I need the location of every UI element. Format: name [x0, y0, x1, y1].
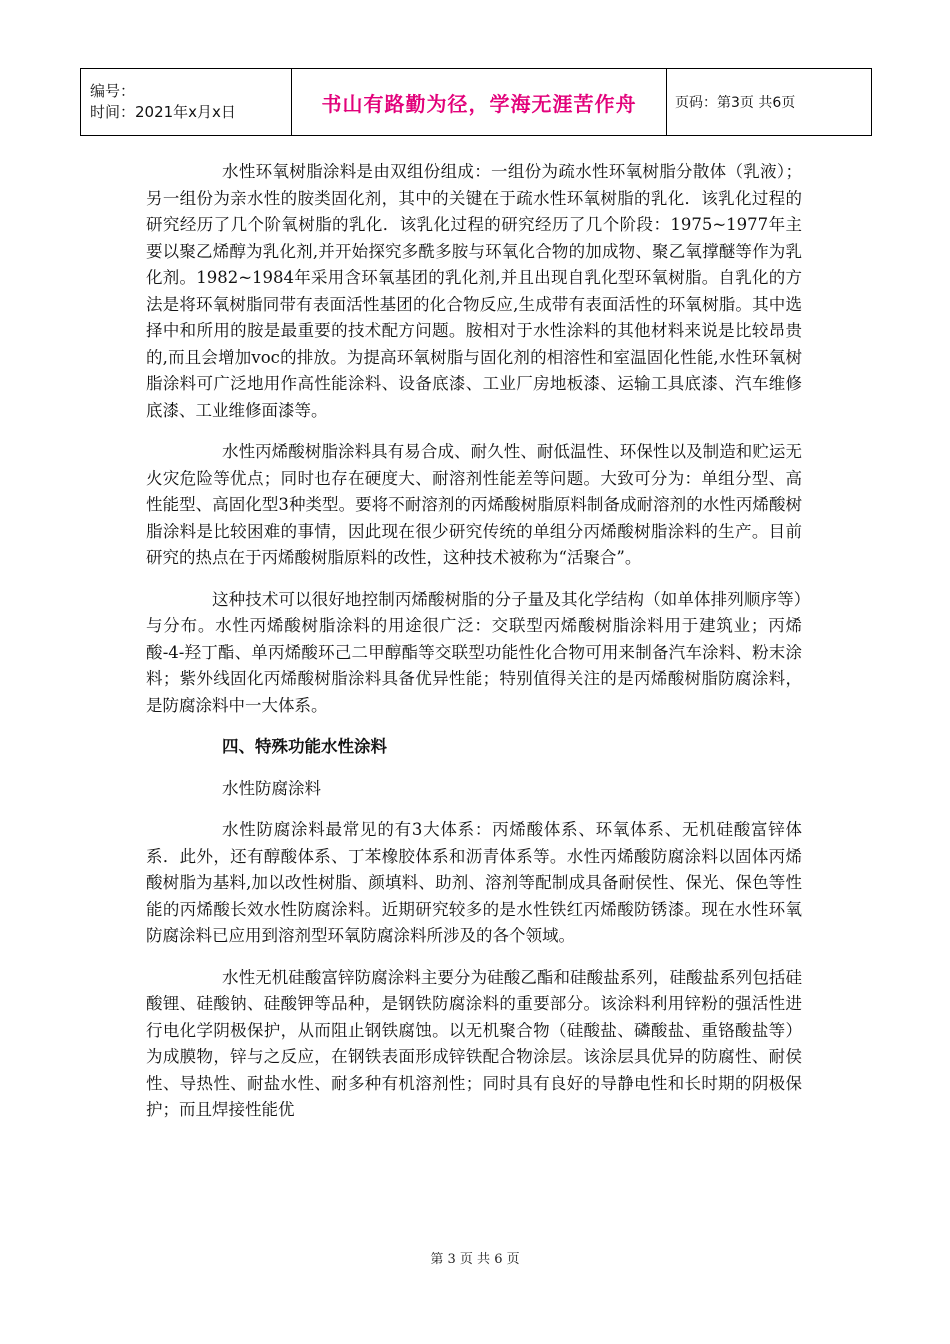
time-label: 时间：2021年x月x日	[90, 103, 236, 121]
section-heading: 四、特殊功能水性涂料	[222, 737, 387, 756]
header-meta	[81, 69, 292, 136]
paragraph-zinc-silicate: 水性无机硅酸富锌防腐涂料主要分为硅酸乙酯和硅酸盐系列，硅酸盐系列包括硅酸锂、硅酸钠、硅酸钾等品种，是钢铁防腐涂料的重要部分。该涂料利用锌粉的强活性进行电化学阴极保护，从而阻止钢铁腐蚀。以无机聚合物（硅酸盐、磷酸盐、重铬酸盐等）为成膜物，锌与之反应，在钢铁表面形成锌铁配合物涂层。该涂层具优异的防腐性、耐侯性、导热性、耐盐水性、耐多种有机溶剂性；同时具有良好的导静电性和长时期的阴极保护；而且焊接性能优	[146, 967, 802, 1119]
subheading: 水性防腐涂料	[222, 778, 321, 798]
motto: 书山有路勤为径，学海无涯苦作舟	[292, 69, 667, 136]
paragraph-acrylic: 水性丙烯酸树脂涂料具有易合成、耐久性、耐低温性、环保性以及制造和贮运无火灾危险等优点；同时也存在硬度大、耐溶剂性能差等问题。大致可分为：单组分型、高性能型、高固化型3种类型。要将不耐溶剂的丙烯酸树脂原料制备成耐溶剂的水性丙烯酸树脂涂料是比较困难的事情，因此现在很少研究传统的单组分丙烯酸树脂涂料的生产。目前研究的热点在于丙烯酸树脂原料的改性，这种技术被称为“活聚合”。	[146, 442, 802, 567]
document-body	[146, 159, 802, 1124]
page-footer: 第 3 页 共 6 页	[430, 1252, 520, 1267]
number-label: 编号：	[90, 82, 136, 100]
page-label: 页码：第3页 共6页	[667, 69, 872, 136]
paragraph-acrylic-uses: 这种技术可以很好地控制丙烯酸树脂的分子量及其化学结构（如单体排列顺序等）与分布。水性丙烯酸树脂涂料的用途很广泛：交联型丙烯酸树脂涂料用于建筑业；丙烯酸-4-羟丁酯、单丙烯酸环己二甲醇酯等交联型功能性化合物可用来制备汽车涂料、粉末涂料；紫外线固化丙烯酸树脂涂料具备优异性能；特别值得关注的是丙烯酸树脂防腐涂料，是防腐涂料中一大体系。	[146, 589, 802, 715]
paragraph-epoxy: 水性环氧树脂涂料是由双组份组成：一组份为疏水性环氧树脂分散体（乳液）；另一组份为亲水性的胺类固化剂，其中的关键在于疏水性环氧树脂的乳化．该乳化过程的研究经历了几个阶氧树脂的乳化．该乳化过程的研究经历了几个阶段：1975~1977年主要以聚乙烯醇为乳化剂,并开始探究多酰多胺与环氧化合物的加成物、聚乙氧撑醚等作为乳化剂。1982~1984年采用含环氧基团的乳化剂,并且出现自乳化型环氧树脂。自乳化的方法是将环氧树脂同带有表面活性基团的化合物反应,生成带有表面活性的环氧树脂。其中选择中和所用的胺是最重要的技术配方问题。胺相对于水性涂料的其他材料来说是比较昂贵的,而且会增加voc的排放。为提高环氧树脂与固化剂的相溶性和室温固化性能,水性环氧树脂涂料可广泛地用作高性能涂料、设备底漆、工业厂房地板漆、运输工具底漆、汽车维修底漆、工业维修面漆等。	[146, 162, 802, 420]
paragraph-anticorrosion: 水性防腐涂料最常见的有3大体系：丙烯酸体系、环氧体系、无机硅酸富锌体系．此外，还有醇酸体系、丁苯橡胶体系和沥青体系等。水性丙烯酸防腐涂料以固体丙烯酸树脂为基料,加以改性树脂、颜填料、助剂、溶剂等配制成具备耐侯性、保光、保色等性能的丙烯酸长效水性防腐涂料。近期研究较多的是水性铁红丙烯酸防锈漆。现在水性环氧防腐涂料已应用到溶剂型环氧防腐涂料所涉及的各个领域。	[146, 820, 802, 945]
page-header	[80, 68, 872, 136]
